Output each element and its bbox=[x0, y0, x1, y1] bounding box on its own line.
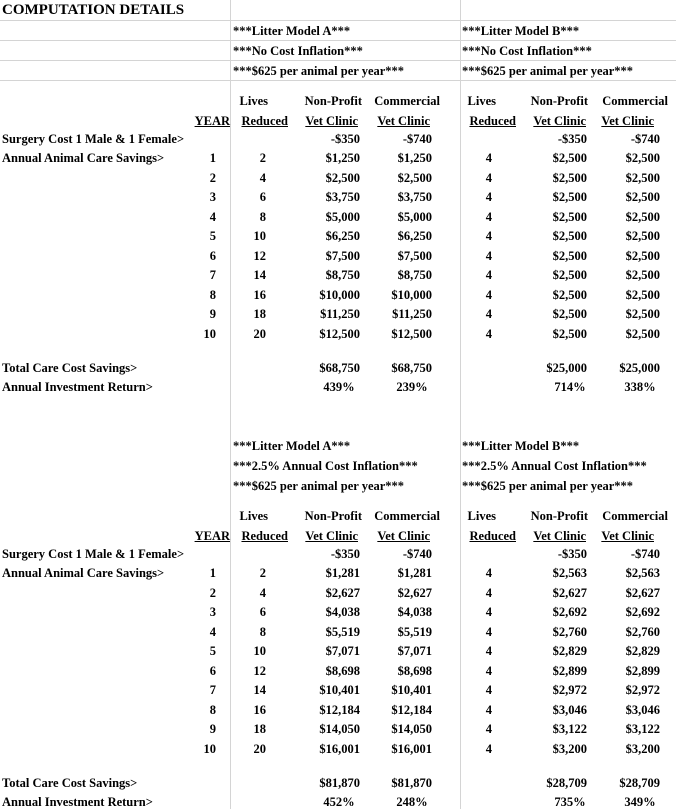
year-cell: 7 bbox=[209, 268, 216, 282]
col-header: Vet Clinic bbox=[377, 114, 430, 128]
total-cell: $25,000 bbox=[619, 361, 660, 375]
nonprofit-cell: $2,500 bbox=[552, 248, 587, 263]
model-a-header: ***Litter Model A*** bbox=[233, 439, 351, 453]
total-cell: $28,709 bbox=[546, 776, 587, 790]
commercial-cell: $12,184 bbox=[391, 702, 432, 717]
lives-cell: 4 bbox=[485, 722, 492, 736]
model-a-header: ***$625 per animal per year*** bbox=[233, 64, 405, 78]
lives-cell: 16 bbox=[253, 702, 266, 717]
lives-cell: 4 bbox=[485, 209, 492, 224]
commercial-cell: $1,281 bbox=[397, 566, 432, 580]
commercial-cell: $10,000 bbox=[391, 287, 432, 302]
col-header: Lives bbox=[239, 94, 268, 108]
col-header: Reduced bbox=[469, 114, 516, 128]
lives-cell: 6 bbox=[259, 605, 266, 619]
commercial-cell: $3,200 bbox=[625, 741, 660, 756]
commercial-cell: $12,500 bbox=[391, 326, 432, 341]
commercial-cell: $10,401 bbox=[391, 683, 432, 697]
surgery-cost: -$740 bbox=[630, 547, 660, 561]
lives-cell: 20 bbox=[253, 326, 266, 341]
lives-cell: 4 bbox=[485, 307, 492, 321]
lives-cell: 4 bbox=[485, 248, 492, 263]
commercial-cell: $2,829 bbox=[625, 644, 660, 658]
lives-cell: 4 bbox=[485, 663, 492, 678]
nonprofit-cell: $2,500 bbox=[552, 229, 587, 243]
commercial-cell: $8,698 bbox=[397, 663, 432, 678]
nonprofit-cell: $2,500 bbox=[552, 190, 587, 204]
commercial-cell: $2,500 bbox=[625, 326, 660, 341]
year-cell: 9 bbox=[209, 307, 216, 321]
total-cell: $81,870 bbox=[319, 776, 360, 790]
col-header: Non-Profit bbox=[530, 509, 588, 523]
total-cell: $28,709 bbox=[619, 776, 660, 790]
nonprofit-cell: $2,627 bbox=[552, 585, 587, 600]
commercial-cell: $2,500 bbox=[625, 307, 660, 321]
nonprofit-cell: $2,500 bbox=[552, 268, 587, 282]
year-cell: 2 bbox=[209, 585, 216, 600]
col-header: Vet Clinic bbox=[377, 529, 430, 543]
return-cell: 714% bbox=[554, 380, 586, 394]
commercial-cell: $2,500 bbox=[625, 190, 660, 204]
annual-savings-label: Annual Animal Care Savings> bbox=[2, 566, 165, 580]
lives-cell: 4 bbox=[485, 151, 492, 165]
model-b-header: ***$625 per animal per year*** bbox=[462, 479, 634, 493]
return-cell: 239% bbox=[396, 380, 428, 394]
nonprofit-cell: $3,750 bbox=[325, 190, 360, 204]
commercial-cell: $8,750 bbox=[397, 268, 432, 282]
lives-cell: 14 bbox=[253, 268, 266, 282]
year-cell: 10 bbox=[203, 326, 216, 341]
nonprofit-cell: $3,200 bbox=[552, 741, 587, 756]
col-header: Lives bbox=[467, 509, 496, 523]
nonprofit-cell: $2,972 bbox=[552, 683, 587, 697]
nonprofit-cell: $12,184 bbox=[319, 702, 360, 717]
nonprofit-cell: $7,071 bbox=[325, 644, 360, 658]
lives-cell: 10 bbox=[253, 644, 266, 658]
lives-cell: 4 bbox=[485, 229, 492, 243]
model-b-header: ***$625 per animal per year*** bbox=[462, 64, 634, 78]
col-header: Commercial bbox=[602, 94, 668, 108]
model-a-header: ***2.5% Annual Cost Inflation*** bbox=[233, 459, 418, 473]
lives-cell: 16 bbox=[253, 287, 266, 302]
col-header: Reduced bbox=[469, 529, 516, 543]
nonprofit-cell: $1,281 bbox=[325, 566, 360, 580]
commercial-cell: $2,500 bbox=[625, 248, 660, 263]
col-header: Lives bbox=[239, 509, 268, 523]
lives-cell: 4 bbox=[485, 326, 492, 341]
return-cell: 349% bbox=[624, 795, 656, 809]
col-header: Vet Clinic bbox=[533, 529, 586, 543]
col-header: Non-Profit bbox=[304, 509, 362, 523]
lives-cell: 4 bbox=[259, 585, 266, 600]
commercial-cell: $14,050 bbox=[391, 722, 432, 736]
lives-cell: 4 bbox=[485, 624, 492, 639]
nonprofit-cell: $6,250 bbox=[325, 229, 360, 243]
model-b-header: ***Litter Model B*** bbox=[462, 439, 580, 453]
nonprofit-cell: $2,500 bbox=[552, 170, 587, 185]
year-cell: 1 bbox=[209, 566, 216, 580]
return-cell: 439% bbox=[323, 380, 355, 394]
year-cell: 4 bbox=[209, 209, 216, 224]
commercial-cell: $2,500 bbox=[625, 287, 660, 302]
commercial-cell: $2,692 bbox=[625, 605, 660, 619]
model-a-header: ***Litter Model A*** bbox=[233, 24, 351, 38]
year-cell: 2 bbox=[209, 170, 216, 185]
lives-cell: 4 bbox=[485, 585, 492, 600]
lives-cell: 2 bbox=[259, 151, 266, 165]
investment-return-label: Annual Investment Return> bbox=[2, 380, 153, 394]
total-cell: $25,000 bbox=[546, 361, 587, 375]
nonprofit-cell: $14,050 bbox=[319, 722, 360, 736]
year-cell: 5 bbox=[209, 644, 216, 658]
lives-cell: 8 bbox=[259, 209, 266, 224]
lives-cell: 18 bbox=[253, 307, 266, 321]
year-cell: 9 bbox=[209, 722, 216, 736]
nonprofit-cell: $12,500 bbox=[319, 326, 360, 341]
return-cell: 248% bbox=[396, 795, 428, 809]
col-header: Lives bbox=[467, 94, 496, 108]
commercial-cell: $2,627 bbox=[397, 585, 432, 600]
lives-cell: 4 bbox=[485, 741, 492, 756]
model-b-header: ***Litter Model B*** bbox=[462, 24, 580, 38]
nonprofit-cell: $2,627 bbox=[325, 585, 360, 600]
nonprofit-cell: $2,500 bbox=[552, 151, 587, 165]
lives-cell: 12 bbox=[253, 248, 266, 263]
col-header: Commercial bbox=[374, 509, 440, 523]
year-cell: 7 bbox=[209, 683, 216, 697]
model-a-header: ***No Cost Inflation*** bbox=[233, 44, 363, 58]
nonprofit-cell: $3,122 bbox=[552, 722, 587, 736]
model-a-header: ***$625 per animal per year*** bbox=[233, 479, 405, 493]
lives-cell: 8 bbox=[259, 624, 266, 639]
commercial-cell: $16,001 bbox=[391, 741, 432, 756]
commercial-cell: $2,500 bbox=[625, 209, 660, 224]
model-b-header: ***No Cost Inflation*** bbox=[462, 44, 592, 58]
nonprofit-cell: $2,692 bbox=[552, 605, 587, 619]
commercial-cell: $7,071 bbox=[397, 644, 432, 658]
nonprofit-cell: $5,519 bbox=[325, 624, 360, 639]
nonprofit-cell: $2,500 bbox=[552, 307, 587, 321]
annual-savings-label: Annual Animal Care Savings> bbox=[2, 151, 165, 165]
lives-cell: 4 bbox=[485, 190, 492, 204]
return-cell: 735% bbox=[554, 795, 586, 809]
commercial-cell: $2,972 bbox=[625, 683, 660, 697]
nonprofit-cell: $10,401 bbox=[319, 683, 360, 697]
surgery-cost-label: Surgery Cost 1 Male & 1 Female> bbox=[2, 132, 185, 146]
lives-cell: 4 bbox=[485, 605, 492, 619]
total-savings-label: Total Care Cost Savings> bbox=[2, 361, 138, 375]
col-header: Reduced bbox=[241, 529, 288, 543]
return-cell: 452% bbox=[323, 795, 355, 809]
nonprofit-cell: $8,698 bbox=[325, 663, 360, 678]
commercial-cell: $3,750 bbox=[397, 190, 432, 204]
col-header-year: YEAR bbox=[194, 529, 230, 543]
year-cell: 8 bbox=[209, 287, 216, 302]
nonprofit-cell: $2,829 bbox=[552, 644, 587, 658]
surgery-cost: -$740 bbox=[630, 132, 660, 146]
lives-cell: 12 bbox=[253, 663, 266, 678]
nonprofit-cell: $1,250 bbox=[325, 151, 360, 165]
nonprofit-cell: $3,046 bbox=[552, 702, 587, 717]
nonprofit-cell: $8,750 bbox=[325, 268, 360, 282]
commercial-cell: $2,760 bbox=[625, 624, 660, 639]
nonprofit-cell: $2,899 bbox=[552, 663, 587, 678]
year-cell: 10 bbox=[203, 741, 216, 756]
surgery-cost: -$740 bbox=[402, 547, 432, 561]
commercial-cell: $2,500 bbox=[397, 170, 432, 185]
col-header: Non-Profit bbox=[304, 94, 362, 108]
total-savings-label: Total Care Cost Savings> bbox=[2, 776, 138, 790]
year-cell: 8 bbox=[209, 702, 216, 717]
surgery-cost: -$350 bbox=[330, 547, 360, 561]
lives-cell: 4 bbox=[485, 644, 492, 658]
commercial-cell: $2,500 bbox=[625, 268, 660, 282]
commercial-cell: $5,000 bbox=[397, 209, 432, 224]
nonprofit-cell: $2,760 bbox=[552, 624, 587, 639]
nonprofit-cell: $2,563 bbox=[552, 566, 587, 580]
col-header: Non-Profit bbox=[530, 94, 588, 108]
nonprofit-cell: $16,001 bbox=[319, 741, 360, 756]
total-cell: $81,870 bbox=[391, 776, 432, 790]
sheet-title: COMPUTATION DETAILS bbox=[2, 2, 185, 18]
lives-cell: 4 bbox=[485, 287, 492, 302]
lives-cell: 4 bbox=[485, 702, 492, 717]
lives-cell: 2 bbox=[259, 566, 266, 580]
nonprofit-cell: $11,250 bbox=[320, 307, 360, 321]
year-cell: 6 bbox=[209, 663, 216, 678]
surgery-cost: -$740 bbox=[402, 132, 432, 146]
col-header-year: YEAR bbox=[194, 114, 230, 128]
year-cell: 3 bbox=[209, 190, 216, 204]
commercial-cell: $2,563 bbox=[625, 566, 660, 580]
nonprofit-cell: $4,038 bbox=[325, 605, 360, 619]
surgery-cost: -$350 bbox=[557, 132, 587, 146]
commercial-cell: $11,250 bbox=[392, 307, 432, 321]
commercial-cell: $5,519 bbox=[397, 624, 432, 639]
commercial-cell: $3,046 bbox=[625, 702, 660, 717]
lives-cell: 18 bbox=[253, 722, 266, 736]
year-cell: 6 bbox=[209, 248, 216, 263]
year-cell: 1 bbox=[209, 151, 216, 165]
lives-cell: 14 bbox=[253, 683, 266, 697]
commercial-cell: $7,500 bbox=[397, 248, 432, 263]
surgery-cost-label: Surgery Cost 1 Male & 1 Female> bbox=[2, 547, 185, 561]
commercial-cell: $6,250 bbox=[397, 229, 432, 243]
lives-cell: 4 bbox=[485, 566, 492, 580]
nonprofit-cell: $5,000 bbox=[325, 209, 360, 224]
commercial-cell: $2,500 bbox=[625, 151, 660, 165]
col-header: Vet Clinic bbox=[601, 529, 654, 543]
investment-return-label: Annual Investment Return> bbox=[2, 795, 153, 809]
commercial-cell: $2,500 bbox=[625, 170, 660, 185]
col-header: Commercial bbox=[602, 509, 668, 523]
nonprofit-cell: $2,500 bbox=[552, 326, 587, 341]
lives-cell: 20 bbox=[253, 741, 266, 756]
col-header: Vet Clinic bbox=[533, 114, 586, 128]
commercial-cell: $1,250 bbox=[397, 151, 432, 165]
col-header: Vet Clinic bbox=[601, 114, 654, 128]
nonprofit-cell: $2,500 bbox=[325, 170, 360, 185]
commercial-cell: $2,627 bbox=[625, 585, 660, 600]
lives-cell: 4 bbox=[485, 268, 492, 282]
lives-cell: 4 bbox=[485, 170, 492, 185]
col-header: Commercial bbox=[374, 94, 440, 108]
commercial-cell: $2,899 bbox=[625, 663, 660, 678]
nonprofit-cell: $10,000 bbox=[319, 287, 360, 302]
commercial-cell: $2,500 bbox=[625, 229, 660, 243]
model-b-header: ***2.5% Annual Cost Inflation*** bbox=[462, 459, 647, 473]
col-header: Vet Clinic bbox=[305, 529, 358, 543]
return-cell: 338% bbox=[624, 380, 656, 394]
nonprofit-cell: $2,500 bbox=[552, 209, 587, 224]
surgery-cost: -$350 bbox=[557, 547, 587, 561]
year-cell: 3 bbox=[209, 605, 216, 619]
lives-cell: 4 bbox=[259, 170, 266, 185]
lives-cell: 6 bbox=[259, 190, 266, 204]
lives-cell: 10 bbox=[253, 229, 266, 243]
col-header: Vet Clinic bbox=[305, 114, 358, 128]
total-cell: $68,750 bbox=[319, 361, 360, 375]
lives-cell: 4 bbox=[485, 683, 492, 697]
commercial-cell: $3,122 bbox=[625, 722, 660, 736]
col-header: Reduced bbox=[241, 114, 288, 128]
surgery-cost: -$350 bbox=[330, 132, 360, 146]
total-cell: $68,750 bbox=[391, 361, 432, 375]
nonprofit-cell: $7,500 bbox=[325, 248, 360, 263]
nonprofit-cell: $2,500 bbox=[552, 287, 587, 302]
year-cell: 5 bbox=[209, 229, 216, 243]
commercial-cell: $4,038 bbox=[397, 605, 432, 619]
year-cell: 4 bbox=[209, 624, 216, 639]
